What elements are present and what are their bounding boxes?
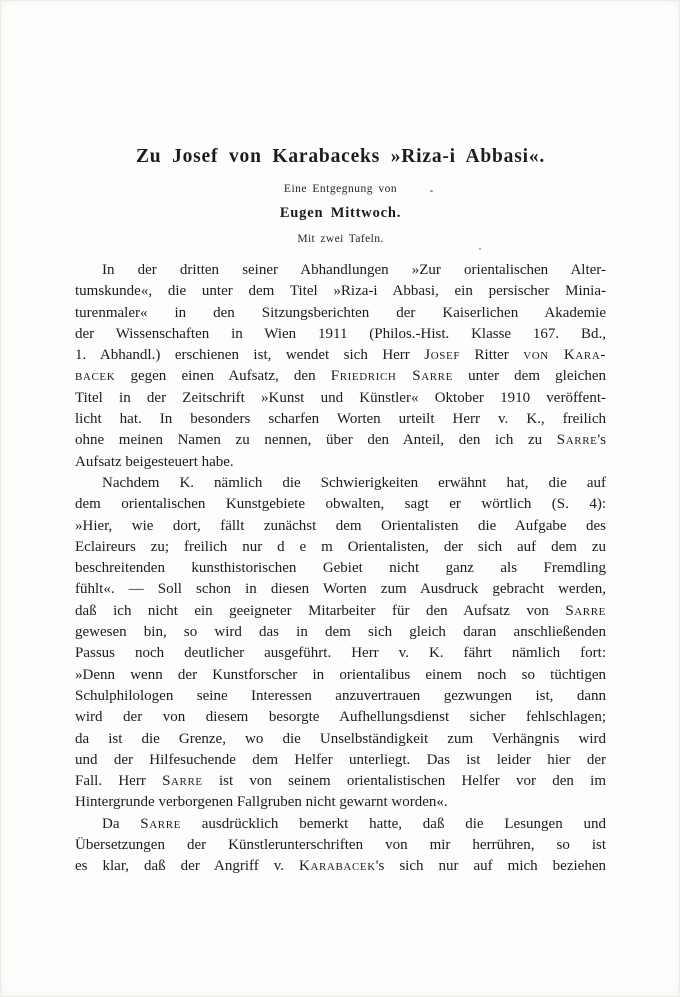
text-segment: gegen einen Aufsatz, den	[115, 368, 331, 385]
text-line	[75, 771, 606, 792]
text-segment: da ist die Grenze, wo die Unselbständigkeit zum Verhängnis wird	[75, 730, 606, 747]
text-line	[75, 750, 606, 771]
plates-note: Mit zwei Tafeln.	[297, 233, 384, 245]
paragraph	[75, 260, 606, 473]
text-segment: und der Hilfesuchende dem Helfer unterliegt. Das ist leider hier der	[75, 751, 606, 768]
text-segment: »Denn wenn der Kunstforscher in orientalibus einem noch so tüchtigen	[75, 666, 606, 683]
text-line	[75, 324, 606, 345]
text-line	[75, 558, 606, 579]
person-name-smallcaps: von Kara-	[523, 347, 606, 364]
text-segment: Titel in der Zeitschrift »Kunst und Künstler« Oktober 1910 veröffent-	[75, 389, 606, 406]
text-line	[75, 665, 606, 686]
text-segment: 's sich nur auf mich beziehen	[375, 858, 606, 875]
text-segment: In der dritten seiner Abhandlungen »Zur orientalischen Alter-	[102, 262, 606, 278]
text-segment: daß ich nicht ein geeigneter Mitarbeiter für den Aufsatz von	[75, 602, 566, 619]
article-title: Zu Josef von Karabaceks »Riza-i Abbasi«.	[135, 146, 546, 167]
text-line	[75, 516, 606, 537]
person-name-smallcaps: Friedrich Sarre	[330, 368, 453, 385]
text-segment: dem orientalischen Kunstgebiete obwalten, sagt er wörtlich (S. 4):	[75, 496, 606, 513]
text-segment: Aufsatz beigesteuert habe.	[75, 453, 234, 470]
person-name-smallcaps: bacek	[75, 368, 116, 385]
text-segment: Übersetzungen der Künstlerunterschriften von mir herrühren, so ist	[75, 837, 606, 854]
text-segment: unter dem gleichen	[452, 368, 606, 385]
person-name-smallcaps: Sarre	[556, 432, 598, 449]
article-content	[75, 144, 606, 878]
text-line	[75, 835, 606, 856]
text-segment: Hintergrunde verborgenen Fallgruben nicht gewarnt worden«.	[75, 794, 448, 811]
text-line	[75, 601, 606, 622]
text-segment: Da	[102, 815, 141, 832]
text-line	[75, 686, 606, 707]
paragraph	[75, 814, 606, 878]
paragraph	[75, 473, 606, 814]
text-line	[75, 260, 606, 281]
text-segment: ohne meinen Namen zu nennen, über den Anteil, den ich zu	[75, 432, 557, 449]
text-segment: 1. Abhandl.) erschienen ist, wendet sich Herr	[75, 347, 425, 364]
article-body	[75, 260, 606, 878]
person-name-smallcaps: Sarre	[162, 773, 203, 790]
text-line	[75, 409, 606, 430]
text-segment: Passus noch deutlicher ausgeführt. Herr v. K. fährt nämlich fort:	[75, 645, 606, 662]
article-author: Eugen Mittwoch.	[279, 205, 402, 221]
person-name-smallcaps: Sarre	[140, 815, 181, 832]
text-segment: gewesen bin, so wird das in dem sich gleich daran anschließenden	[75, 624, 606, 641]
text-line	[75, 388, 606, 409]
text-segment: beschreitenden kunsthistorischen Gebiet nicht ganz als Fremdling	[75, 560, 606, 577]
text-segment: Nachdem K. nämlich die Schwierigkeiten erwähnt hat, die auf	[102, 474, 606, 491]
text-line	[75, 856, 606, 877]
text-segment: Fall. Herr	[75, 773, 163, 790]
text-line	[75, 814, 606, 835]
text-segment: »Hier, wie dort, fällt zunächst dem Orientalisten die Aufgabe des	[75, 517, 606, 534]
text-line	[75, 494, 606, 515]
text-segment: wird der von diesem besorgte Aufhellungsdienst sicher fehlschlagen;	[75, 709, 606, 726]
text-segment: Schulphilologen seine Interessen anzuvertrauen gezwungen ist, dann	[75, 687, 606, 704]
text-segment: fühlt«. — Soll schon in diesen Worten zum Ausdruck gebracht werden,	[75, 581, 606, 598]
text-segment: 's	[597, 432, 606, 449]
text-line	[75, 729, 606, 750]
text-segment: ausdrücklich bemerkt hatte, daß die Lesungen und	[180, 815, 606, 832]
text-segment: ist von seinem orientalistischen Helfer vor den im	[202, 773, 606, 790]
text-line	[75, 579, 606, 600]
text-segment: licht hat. In besonders scharfen Worten urteilt Herr v. K., freilich	[75, 411, 606, 428]
text-segment: tumskunde«, die unter dem Titel »Riza-i Abbasi, ein persischer Minia-	[75, 283, 606, 300]
text-segment: Ritter	[460, 347, 524, 364]
person-name-smallcaps: Sarre	[565, 602, 606, 619]
article-subtitle: Eine Entgegnung von	[283, 183, 398, 195]
person-name-smallcaps: Karabacek	[299, 858, 376, 875]
text-line	[75, 622, 606, 643]
person-name-smallcaps: Josef	[424, 347, 461, 364]
text-line	[75, 303, 606, 324]
text-line	[75, 452, 606, 473]
text-line	[75, 345, 606, 366]
text-line	[75, 707, 606, 728]
text-segment: Eclaireurs zu; freilich nur d e m Orientalisten, der sich auf dem zu	[75, 538, 606, 555]
text-segment: der Wissenschaften in Wien 1911 (Philos.-Hist. Klasse 167. Bd.,	[75, 325, 606, 342]
text-segment: es klar, daß der Angriff v.	[75, 858, 300, 875]
text-line	[75, 537, 606, 558]
text-line	[75, 473, 606, 494]
text-line	[75, 281, 606, 302]
text-line	[75, 792, 606, 813]
text-line	[75, 366, 606, 387]
text-line	[75, 430, 606, 451]
text-line	[75, 643, 606, 664]
text-segment: turenmaler« in den Sitzungsberichten der Kaiserlichen Akademie	[75, 304, 606, 321]
